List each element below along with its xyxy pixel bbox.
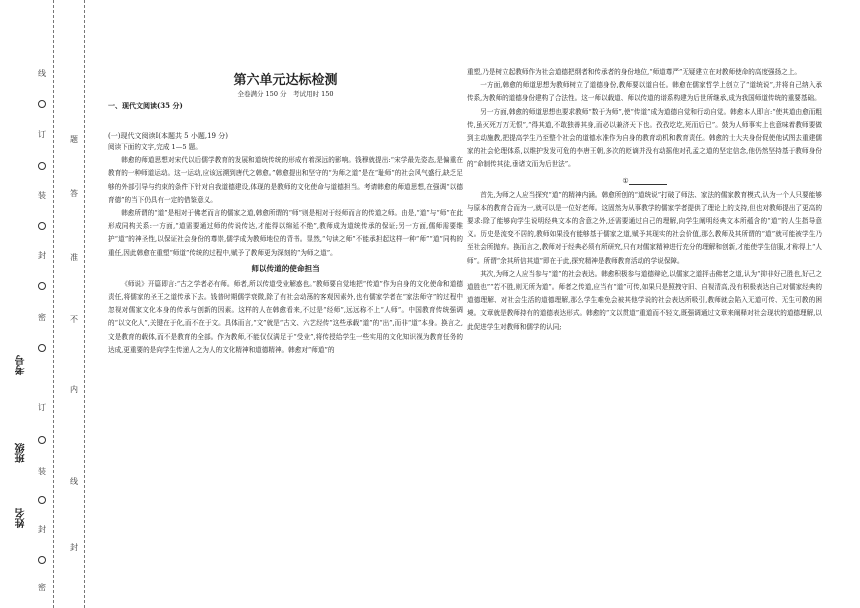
binding-char: 答 <box>70 189 78 198</box>
binding-char: 封 <box>70 543 78 552</box>
section-heading: 一、现代文阅读(35 分) <box>108 101 183 110</box>
binding-char: 不 <box>70 315 78 324</box>
binding-char: 准 <box>70 253 78 262</box>
paragraph: 首先,为师之人应当探究“道”的精神内涵。韩愈所创的“道统说”打破了师法、家法的儒家教育模式,认为一个人只要能够与原本的教育合而为一,就可以是一位好老师。这固然为从事教学的儒家学者提供了理论上的支持,但也对教师提出了更高的要求:除了能够向学生说明经典文本的含意之外,还需要通过自己的理解,向学生阐明经典文本所蕴含的“道”的人生指导意义。历史是流变不居的,教师如果没有能够基于儒家之道,赋予其现实的社会价值,那么教师及其所谓的“道”就可能被学生乃至社会所抛弃。换而言之,教师对于经典必须有所研究,只有对儒家精神进行充分的理解和创新,才能使学生信服,才称得上“人师”。所谓“余其所信其道”即在于此,探究精神是教师教育活动的学说保障。 <box>467 190 822 265</box>
hole-circle <box>38 344 46 354</box>
right-column <box>467 66 822 334</box>
hole-circle <box>38 556 46 566</box>
binding-char: 线 <box>38 69 46 78</box>
blank-line <box>629 176 667 185</box>
binding-char: 封 <box>38 525 46 534</box>
fill-blank <box>467 176 822 187</box>
paragraph: 韩愈的师道思想对宋代以后儒学教育的发展和道统传统的形成有着深远的影响。钱穆就提出:“宋学最先姿态,是偏重在教育的一种师道运动。这一运动,应该远溯到唐代之韩愈。”韩愈提出和坚守的“为师之道”是在“耻师”的社会风气盛行,缺乏足够的外部引导与约束的条件下针对自我道德建设,体现的是教师的文化使命与道德担当。考请韩愈的师道思想,在强调“以德育德”的当下仍具有一定的借鉴意义。 <box>108 156 463 204</box>
exam-meta: 全卷满分 150 分 考试用时 150 <box>237 90 334 98</box>
name-label: 姓名 <box>16 508 27 528</box>
exam-number-label: 考号 <box>16 355 27 375</box>
hole-circle <box>38 162 46 172</box>
binding-char: 题 <box>70 135 78 144</box>
hole-circle <box>38 100 46 110</box>
hole-circle <box>38 436 46 446</box>
section-subtitle: 师以传道的使命担当 <box>251 263 320 273</box>
binding-char: 密 <box>38 583 46 592</box>
paragraph: 另一方面,韩愈的师道思想也要求教师“数于为师”,使“传道”成为道德自觉和行动自觉。韩愈本人即言:“使其道由愈而粗传,虽灭死万万无恨”,“得其道,不敢独善其身,而必以兼济天下也。孜孜圪圪,死而后已”。鼓为人师事实上也意味着教师要做到主动施教,把提高学生乃至整个社会的道德水准作为自身的教育动机和教育责任。韩愈的士大夫身份促使他试图去重建儒家的社会伦理体系,以维护发发可危的李唐王朝,多次的贬谪并没有动摇他对孔孟之道的坚定信念,他仍然坚持基于教师身份的“命制传其徒,垂诸文而为后世法”。 <box>467 107 822 169</box>
binding-char: 订 <box>38 403 46 412</box>
instruction: 阅读下面的文字,完成 1—5 题。 <box>108 143 202 151</box>
subsection-heading: (一)现代文阅读Ⅰ(本题共 5 小题,19 分) <box>108 132 228 140</box>
paragraph: 重塑,乃是树立起教师作为社会道德把纲者和传承者的身份地位,“师道尊严”无疑建立在对教师使命的高度强扬之上。 <box>467 68 802 76</box>
binding-char: 内 <box>70 385 78 394</box>
binding-char: 线 <box>70 477 78 486</box>
hole-circle <box>38 282 46 292</box>
paragraph: 《师说》开篇即言:“古之学者必有师。师者,所以传道受业解惑也。”教师要自觉地把“传道”作为自身的文化使命和道德责任,将儒家的圣王之道传承下去。钱普时期儒学衰微,除了有社会动荡的客观因素外,也有儒家学者在“家法师守”的过程中忽视对儒家文化本身的传承与创新的因素。这样的人在韩愈看来,不过是“经师”,远远称不上“人师”。中国教育传统强调的“以文化人”,关键在于化,而不在于文。具体而言,“文”就是“古文、六艺经传”这些承载“道”的“出”,而非“道”本身。换言之,文是教育的载体,而不是教育的全部。作为教师,不能仅仅满足于“受业”,将传授给学生一些实用的文化知识视为教育任务的达成,更重要的是向学生传递人之为人的文化精神和道德精神。韩愈对“师道”的 <box>108 279 463 354</box>
paragraph: 韩愈所谓的“道”是相对于佛老而言的儒家之道,韩愈所谓的“师”则是相对于经师而言的传道之师。由是,“道”与“师”在此形成同构关系:一方面,“道需要通过师的传说传达,才能得以绵延不绝”,教师成为道统传承的保证;另一方面,儒师需要维护“道”的神圣性,以保证社会身份的尊崇,儒学成为教师地位的背书。显然,“句读之师”不能承担起这样一种“师”“道”同构的重任,因此韩愈在重塑“师道”传统的过程中,赋予了教师更为深刻的“为师之道”。 <box>108 209 463 257</box>
hole-circle <box>38 222 46 232</box>
blank-number: ① <box>622 176 629 185</box>
hole-circle <box>38 496 46 506</box>
paragraph: 一方面,韩愈的师道思想为教师树立了道德身份,教师要以道自任。韩愈在儒家哲学上创立了“道统说”,并将自己纳入承传系,为教师的道德身份建构了合法性。这一师以载道、师以传道的谱系构建为后世所继承,成为我国师道传统的重要基础。 <box>467 81 822 103</box>
page-title: 第六单元达标检测 <box>233 73 338 88</box>
binding-char: 订 <box>38 130 46 139</box>
binding-char: 装 <box>38 467 46 476</box>
class-label: 班级 <box>16 443 27 463</box>
binding-char: 密 <box>38 313 46 322</box>
inner-binding-line <box>84 0 85 608</box>
binding-margin <box>0 0 100 608</box>
binding-char: 装 <box>38 191 46 200</box>
binding-char: 封 <box>38 251 46 260</box>
paragraph: 其次,为师之人应当参与“道”的社会表达。韩愈积极参与道德辩论,以儒家之道抨击佛老之道,认为“抑非好己胜也,好己之道胜也”“若不胜,则无所为道”。师者之传道,应当有“道”可传,如果只是照拽守旧、自视清高,没有积极表达自己对儒家经典的道德理解、对社会生活的道德理解,那么学生难免会被其他学说的社会表达所吸引,教师就会陷入无道可传、无生可教的困境。文章就是教师持有的道德表达形式。韩愈的“文以贯道”重道而不轻文,既强调通过文章来阐释对社会现状的道德理解,以此促进学生对教师和儒学的认同; <box>467 269 822 331</box>
left-column <box>108 0 463 357</box>
outer-binding-line <box>53 0 54 608</box>
